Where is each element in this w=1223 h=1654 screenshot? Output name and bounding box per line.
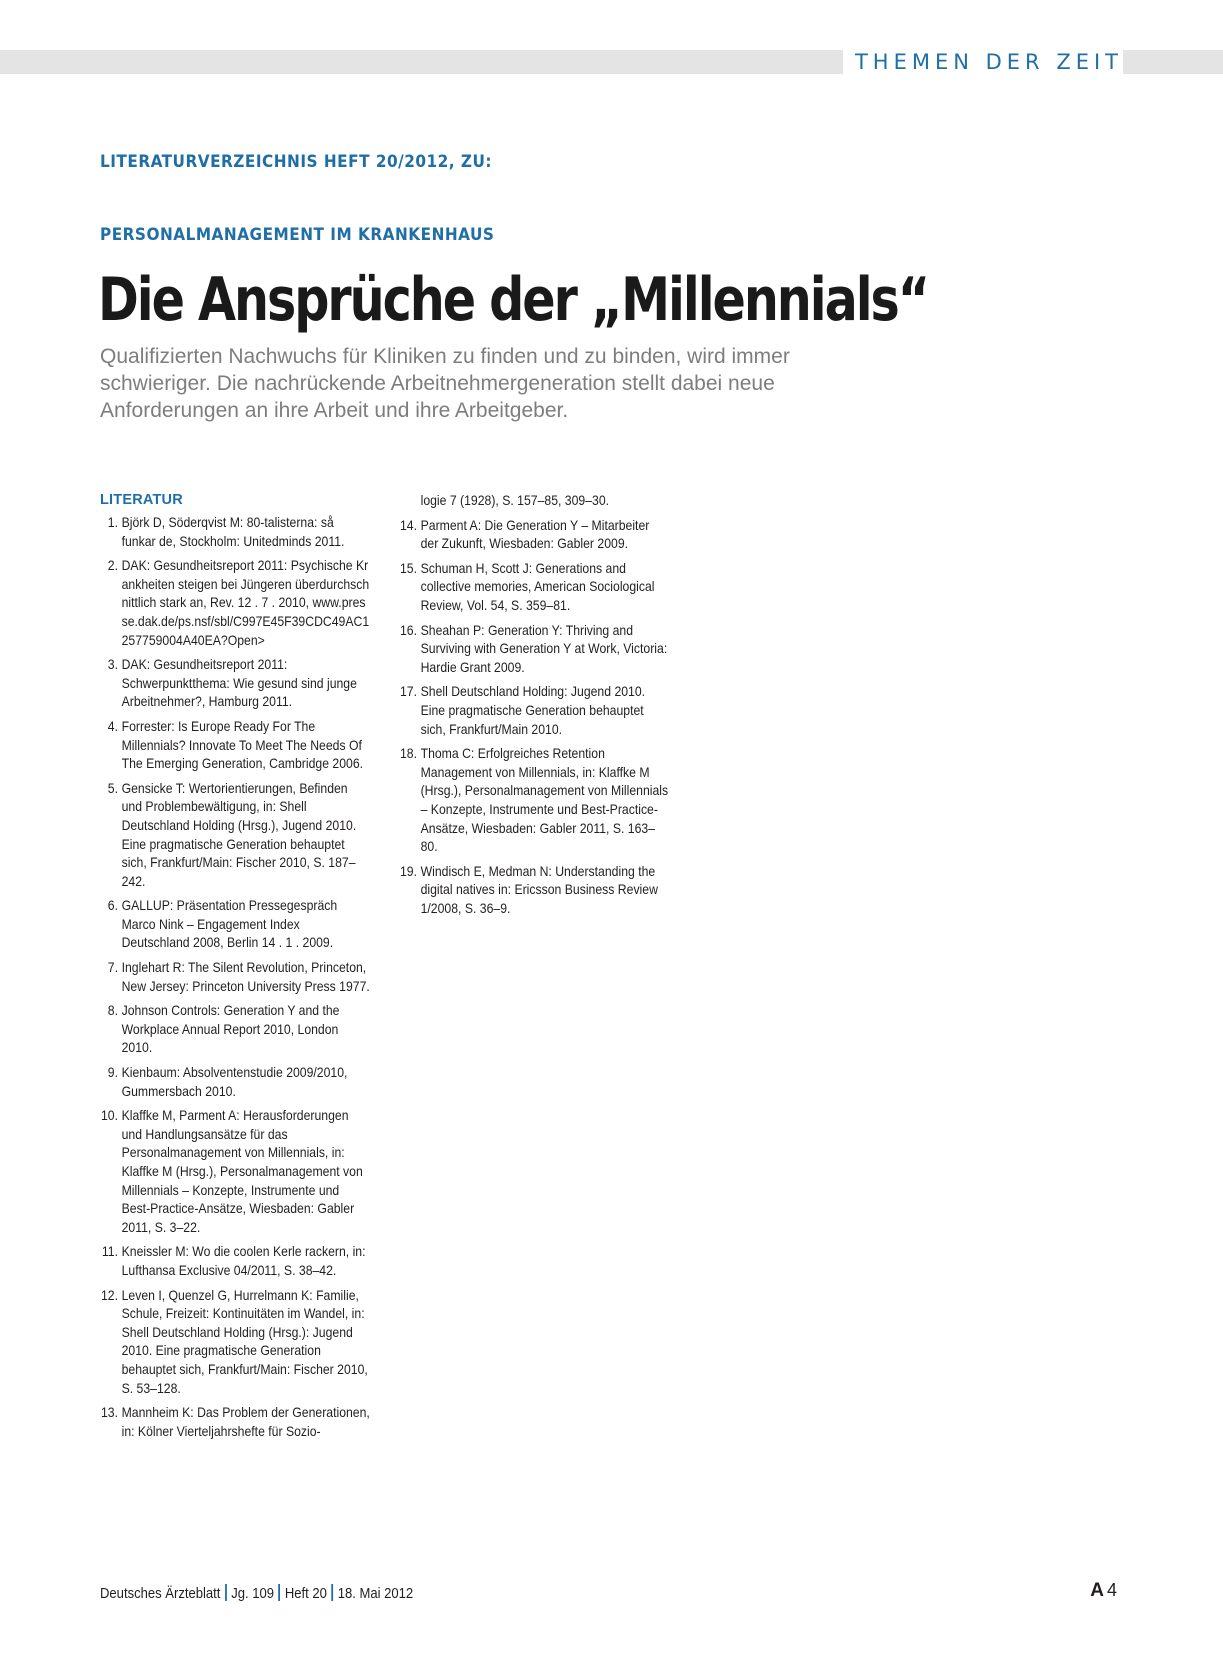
page-number-value: 4: [1106, 1580, 1117, 1600]
article-lead: Qualifizierten Nachwuchs für Kliniken zu finden und zu binden, wird immer schwieriger. Die nachrückende Arbeitnehmergeneration stellt dabei neue Anforderungen an ihre Arbeit und ihre Arbeitgeber.: [100, 345, 790, 422]
kicker-topic: PERSONALMANAGEMENT IM KRANKENHAUS: [100, 225, 495, 245]
reference-item: 19. Windisch E, Medman N: Understanding the digital natives in: Ericsson Business Review 1/2008, S. 36–9.: [399, 863, 658, 916]
reference-item: 7. Inglehart R: The Silent Revolution, Princeton, New Jersey: Princeton University Press 1977.: [107, 960, 370, 994]
reference-item: 10. Klaffke M, Parment A: Herausforderungen und Handlungsansätze für das Personalmanagement von Millennials, in: Klaffke M (Hrsg.), Personalmanagement von Millennials – Konzepte, Instrumente und Best-Practice-Ansätze, Wiesbaden: Gabler 2011, S. 3–22.: [100, 1108, 363, 1235]
reference-item: 5. Gensicke T: Wertorientierungen, Befinden und Problembewältigung, in: Shell Deutschland Holding (Hrsg.), Jugend 2010. Eine pragmatische Generation behauptet sich, Frankfurt/Main: Fischer 2010, S. 187–242.: [107, 780, 357, 889]
reference-item: 18. Thoma C: Erfolgreiches Retention Management von Millennials, in: Klaffke M (Hrsg.), Personalmanagement von Millennials – Konzepte, Instrumente und Best-Practice-Ansätze, Wiesbaden: Gabler 2011, S. 163–80.: [399, 746, 669, 855]
footer-citation: [100, 1584, 413, 1602]
journal-issue: Heft 20: [284, 1586, 327, 1602]
article-title: Die Ansprüche der „Millennials“: [98, 265, 929, 335]
reference-item: 4. Forrester: Is Europe Ready For The Millennials? Innovate To Meet The Needs Of The Emerging Generation, Cambridge 2006.: [107, 718, 364, 772]
journal-name: Deutsches Ärzteblatt: [100, 1586, 221, 1602]
reference-item: 16. Sheahan P: Generation Y: Thriving and Surviving with Generation Y at Work, Victoria: Hardie Grant 2009.: [399, 622, 668, 675]
reference-item: 17. Shell Deutschland Holding: Jugend 2010. Eine pragmatische Generation behauptet sich, Frankfurt/Main 2010.: [399, 684, 646, 737]
reference-item: 14. Parment A: Die Generation Y – Mitarbeiter der Zukunft, Wiesbaden: Gabler 2009.: [399, 517, 650, 552]
reference-item: 1. Björk D, Söderqvist M: 80-talisterna: så funkar de, Stockholm: Unitedminds 2011.: [107, 515, 345, 549]
reference-item: 6. GALLUP: Präsentation Pressegespräch Marco Nink – Engagement Index Deutschland 2008, Berlin 14 . 1 . 2009.: [107, 898, 338, 951]
references-column-left: [100, 514, 370, 1447]
reference-item-continued: logie 7 (1928), S. 157–85, 309–30.: [420, 493, 610, 508]
references-column-right: [399, 492, 669, 924]
journal-date: 18. Mai 2012: [337, 1586, 414, 1602]
page-number: [1090, 1580, 1117, 1602]
references-heading: LITERATUR: [100, 492, 183, 508]
reference-item: 11. Kneissler M: Wo die coolen Kerle rackern, in: Lufthansa Exclusive 04/2011, S. 38–42.: [101, 1244, 366, 1278]
reference-item: 8. Johnson Controls: Generation Y and the Workplace Annual Report 2010, London 2010.: [107, 1003, 340, 1056]
reference-item: 15. Schuman H, Scott J: Generations and collective memories, American Sociological Review, Vol. 54, S. 359–81.: [399, 560, 655, 613]
journal-volume: Jg. 109: [231, 1586, 275, 1602]
footer-separator: [279, 1584, 281, 1601]
reference-item: 2. DAK: Gesundheitsreport 2011: Psychische Krankheiten steigen bei Jüngeren überdurchschnittlich stark an, Rev. 12 . 7 . 2010, www.presse.dak.de/ps.nsf/sbl/C997E45F39CDC49AC1257759004A40EA?Open>: [107, 558, 370, 648]
reference-item: 9. Kienbaum: Absolventenstudie 2009/2010, Gummersbach 2010.: [107, 1065, 348, 1099]
footer-separator: [331, 1584, 333, 1601]
reference-item: 13. Mannheim K: Das Problem der Generationen, in: Kölner Vierteljahrshefte für Sozio-: [100, 1405, 370, 1439]
footer-separator: [225, 1584, 227, 1601]
reference-item: 12. Leven I, Quenzel G, Hurrelmann K: Familie, Schule, Freizeit: Kontinuitäten im Wandel, in: Shell Deutschland Holding (Hrsg.): Jugend 2010. Eine pragmatische Generation behauptet sich, Frankfurt/Main: Fischer 2010, S. 53–128.: [100, 1287, 368, 1396]
section-label: THEMEN DER ZEIT: [843, 48, 1123, 76]
kicker-reference-list: LITERATURVERZEICHNIS HEFT 20/2012, ZU:: [100, 152, 493, 172]
reference-item: 3. DAK: Gesundheitsreport 2011: Schwerpunktthema: Wie gesund sind junge Arbeitnehmer?, Hamburg 2011.: [107, 657, 357, 710]
page-prefix: A: [1090, 1580, 1104, 1601]
